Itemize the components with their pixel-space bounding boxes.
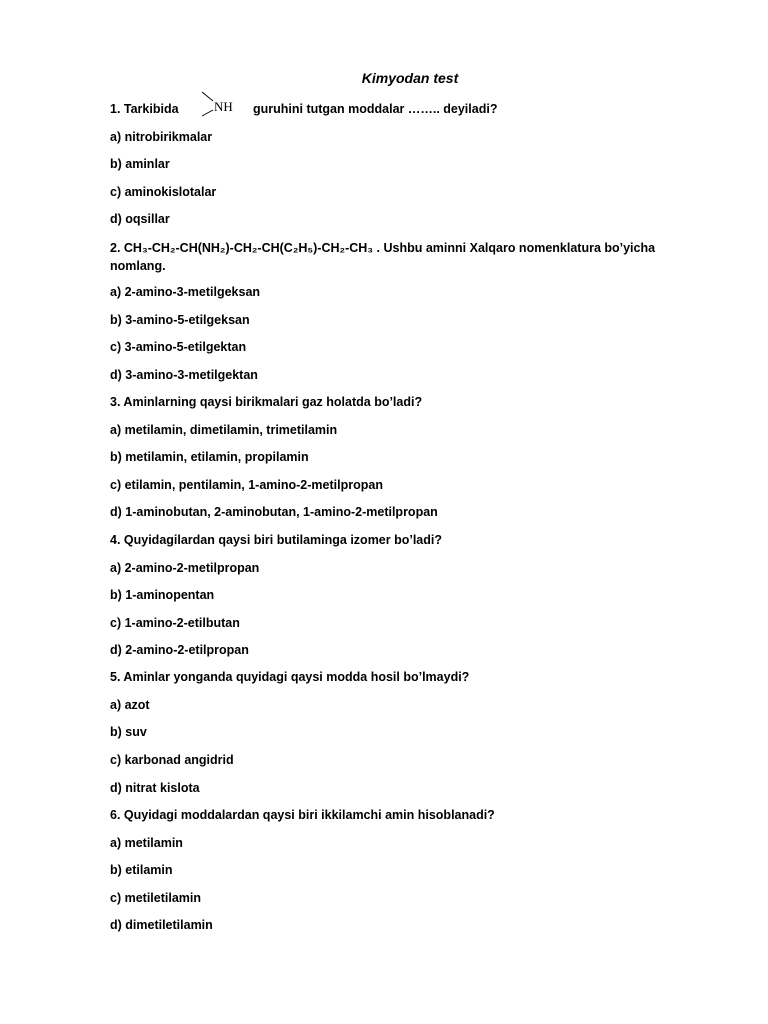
nh-group-structure (198, 90, 244, 120)
q5-option-b: b) suv (110, 725, 147, 739)
q6-option-a: a) metilamin (110, 836, 183, 850)
q2-option-d: d) 3-amino-3-metilgektan (110, 368, 258, 382)
question-6: 6. Quyidagi moddalardan qaysi biri ikkilamchi amin hisoblanadi? (110, 808, 495, 822)
q1-option-c: c) aminokislotalar (110, 185, 217, 199)
q6-option-b: b) etilamin (110, 863, 173, 877)
nh-group-label: NH (214, 99, 233, 114)
q3-option-b: b) metilamin, etilamin, propilamin (110, 450, 309, 464)
q4-option-a: a) 2-amino-2-metilpropan (110, 561, 260, 575)
q3-option-a: a) metilamin, dimetilamin, trimetilamin (110, 423, 338, 437)
question-1-start: 1. Tarkibida (110, 102, 179, 116)
q4-option-b: b) 1-aminopentan (110, 588, 215, 602)
page-title: Kimyodan test (361, 70, 459, 86)
q5-option-c: c) karbonad angidrid (110, 753, 234, 767)
question-2: 2. CH₃-CH₂-CH(NH₂)-CH₂-CH(C₂H₅)-CH₂-CH₃ . Ushbu aminni Xalqaro nomenklatura bo’yicha nomlang. (110, 241, 656, 273)
q1-option-b: b) aminlar (110, 157, 170, 171)
q6-option-d: d) dimetiletilamin (110, 918, 213, 932)
q3-option-c: c) etilamin, pentilamin, 1-amino-2-metilpropan (110, 478, 383, 492)
q3-option-d: d) 1-aminobutan, 2-aminobutan, 1-amino-2-metilpropan (110, 505, 438, 519)
q2-option-b: b) 3-amino-5-etilgeksan (110, 313, 250, 327)
q1-option-a: a) nitrobirikmalar (110, 130, 213, 144)
q4-option-c: c) 1-amino-2-etilbutan (110, 616, 240, 630)
q1-option-d: d) oqsillar (110, 212, 170, 226)
q2-option-a: a) 2-amino-3-metilgeksan (110, 285, 261, 299)
q4-option-d: d) 2-amino-2-etilpropan (110, 643, 249, 657)
question-3: 3. Aminlarning qaysi birikmalari gaz holatda bo’ladi? (110, 395, 423, 409)
q5-option-a: a) azot (110, 698, 150, 712)
q6-option-c: c) metiletilamin (110, 891, 201, 905)
question-5: 5. Aminlar yonganda quyidagi qaysi modda hosil bo’lmaydi? (110, 670, 470, 684)
q2-option-c: c) 3-amino-5-etilgektan (110, 340, 247, 354)
question-1-end: guruhini tutgan moddalar …….. deyiladi? (253, 102, 498, 116)
q5-option-d: d) nitrat kislota (110, 781, 200, 795)
question-4: 4. Quyidagilardan qaysi biri butilaminga izomer bo’ladi? (110, 533, 443, 547)
